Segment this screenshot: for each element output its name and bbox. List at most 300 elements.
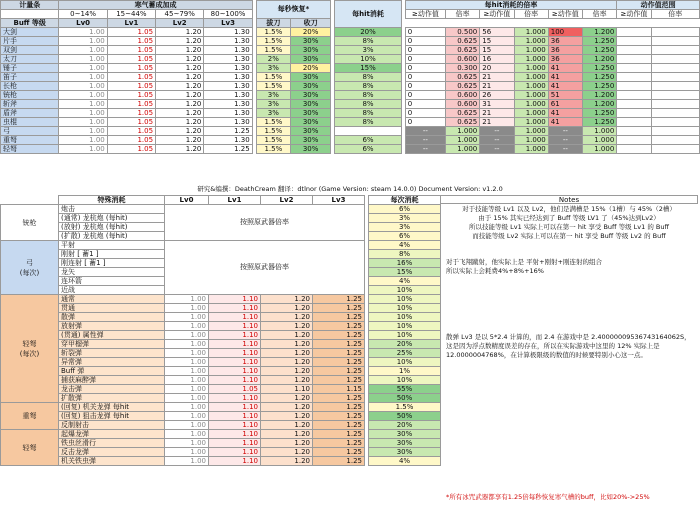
cold-mult: 1.30 — [204, 118, 252, 127]
lv-mult: 1.10 — [261, 385, 313, 394]
weapon-row — [1, 46, 700, 55]
special-name: (扩散) 龙杭炮 (每hit) — [59, 232, 165, 241]
mult-sub: 倍率 — [582, 10, 616, 19]
lv-mult: 1.25 — [313, 376, 365, 385]
special-cost: 10% — [369, 358, 441, 367]
perhit-cost: 8% — [335, 37, 401, 46]
mult-value: 0.625 — [446, 109, 480, 118]
mult-extra — [651, 28, 699, 37]
mult-value: 0 — [405, 55, 445, 64]
mult-extra — [651, 46, 699, 55]
mult-value: 0.625 — [446, 118, 480, 127]
special-name: 刚连射 [ 蓄1 ] — [59, 259, 165, 268]
cold-mult: 1.00 — [59, 37, 107, 46]
lv-mult: 1.00 — [165, 322, 209, 331]
lv-mult: 1.00 — [165, 394, 209, 403]
special-name: 穿甲榴弹 — [59, 340, 165, 349]
lv-mult: 1.10 — [209, 349, 261, 358]
special-cost: 1% — [369, 367, 441, 376]
perhit-cost: 15% — [335, 64, 401, 73]
cold-mult: 1.20 — [156, 28, 204, 37]
lv-mult: 1.20 — [261, 304, 313, 313]
mult-value: 1.000 — [514, 127, 548, 136]
perhit-header-2: 每次消耗 — [369, 196, 441, 205]
draw-recovery: 1.5% — [256, 145, 290, 154]
lv-mult: 1.00 — [165, 448, 209, 457]
weapon-name: 长枪 — [1, 82, 59, 91]
special-name: 通常 — [59, 295, 165, 304]
group-label — [1, 241, 59, 295]
special-name: 扩散弹 — [59, 394, 165, 403]
special-cost: 10% — [369, 313, 441, 322]
mult-value: 0.625 — [446, 46, 480, 55]
lv-mult: 1.20 — [261, 367, 313, 376]
mult-value: 15 — [480, 37, 514, 46]
mult-extra — [617, 28, 651, 37]
mult-value: 1.250 — [582, 64, 616, 73]
cold-mult: 1.05 — [107, 145, 155, 154]
mult-extra — [617, 55, 651, 64]
special-cost: 6% — [369, 232, 441, 241]
special-row — [1, 376, 441, 385]
cold-mult: 1.30 — [204, 55, 252, 64]
lv-mult: 1.20 — [261, 403, 313, 412]
lv-mult: 1.10 — [209, 448, 261, 457]
group-label — [1, 205, 59, 241]
cold-mult: 1.05 — [107, 127, 155, 136]
mult-value: 1.000 — [514, 109, 548, 118]
mult-value: 1.250 — [582, 109, 616, 118]
cold-range: 0~14% — [59, 10, 107, 19]
group-name: 轻弩 — [22, 339, 37, 348]
weapon-name: 铳枪 — [1, 91, 59, 100]
weapon-row — [1, 55, 700, 64]
group-label — [1, 295, 59, 403]
special-cost: 1.5% — [369, 403, 441, 412]
lv-mult: 1.00 — [165, 376, 209, 385]
cold-mult: 1.25 — [204, 127, 252, 136]
notes-hbg — [440, 333, 698, 360]
special-row — [1, 385, 441, 394]
special-name: 贯通 — [59, 304, 165, 313]
mult-sub: ≥动作值 — [480, 10, 514, 19]
special-cost: 20% — [369, 421, 441, 430]
cold-mult: 1.30 — [204, 64, 252, 73]
lv-mult: 1.10 — [209, 403, 261, 412]
perhit-cost: 8% — [335, 73, 401, 82]
lv-mult: 1.25 — [313, 367, 365, 376]
mult-value: -- — [480, 127, 514, 136]
group-name: 弓 — [26, 258, 33, 267]
sheathe-recovery: 30% — [290, 127, 330, 136]
cold-mult: 1.30 — [204, 109, 252, 118]
group-sub: (每次) — [19, 349, 40, 358]
lv-mult: 1.20 — [261, 322, 313, 331]
weapon-row — [1, 82, 700, 91]
mult-value: 1.000 — [446, 127, 480, 136]
special-name: 炮击 — [59, 205, 165, 214]
lv-mult: 1.20 — [261, 394, 313, 403]
draw-recovery: 1.5% — [256, 73, 290, 82]
mult-value: 100 — [548, 28, 582, 37]
mult-value: 1.000 — [582, 136, 616, 145]
mult-value: 1.000 — [514, 73, 548, 82]
lv-mult: 1.20 — [261, 295, 313, 304]
lv-mult: 1.25 — [313, 304, 365, 313]
special-name: (回复) 机关龙弹 每hit — [59, 403, 165, 412]
lv-label: Lv2 — [156, 19, 204, 28]
sheathe-recovery: 30% — [290, 73, 330, 82]
sheathe-recovery: 30% — [290, 55, 330, 64]
cold-mult: 1.00 — [59, 91, 107, 100]
mult-value: 1.000 — [514, 91, 548, 100]
mult-value: 1.000 — [514, 46, 548, 55]
mult-value: 0 — [405, 37, 445, 46]
special-cost: 4% — [369, 457, 441, 466]
group-label — [1, 403, 59, 430]
perhit-cost: 3% — [335, 46, 401, 55]
lv-mult: 1.20 — [261, 349, 313, 358]
cold-mult: 1.30 — [204, 100, 252, 109]
lv-mult: 1.25 — [313, 412, 365, 421]
perhit-cost: 8% — [335, 100, 401, 109]
mult-value: 0.300 — [446, 64, 480, 73]
cold-mult: 1.00 — [59, 118, 107, 127]
special-cost: 4% — [369, 241, 441, 250]
cold-mult: 1.20 — [156, 136, 204, 145]
special-row — [1, 340, 441, 349]
special-cost: 10% — [369, 376, 441, 385]
special-name: 机关铁虫弹 — [59, 457, 165, 466]
lv-mult: 1.10 — [209, 421, 261, 430]
mult-value: 0 — [405, 109, 445, 118]
note-line: 对于飞翔蹴射，他实际上是 平射+刚射+刚连射的组合 — [446, 258, 602, 266]
mult-value: 0.600 — [446, 100, 480, 109]
cold-mult: 1.05 — [107, 136, 155, 145]
perhit-cost: 20% — [335, 28, 401, 37]
note-line: 散弹 Lv3 是以 5*2.4 计算的，而 2.4 在游戏中是 2.40000009536743164062S， — [446, 333, 691, 341]
cold-mult: 1.20 — [156, 109, 204, 118]
cold-mult: 1.20 — [156, 55, 204, 64]
cold-mult: 1.00 — [59, 82, 107, 91]
cold-mult: 1.30 — [204, 136, 252, 145]
mult-value: 0 — [405, 91, 445, 100]
special-cost: 6% — [369, 205, 441, 214]
special-name: 连环箭 — [59, 277, 165, 286]
col-buff: Buff 等级 — [1, 19, 59, 28]
draw-recovery: 2% — [256, 55, 290, 64]
mult-value: -- — [480, 136, 514, 145]
special-cost: 16% — [369, 259, 441, 268]
special-name: 斩裂弹 — [59, 349, 165, 358]
lv-mult: 1.20 — [261, 457, 313, 466]
lv-mult: 1.00 — [165, 331, 209, 340]
mult-value: 41 — [548, 82, 582, 91]
cold-mult: 1.05 — [107, 55, 155, 64]
lv-mult: 1.25 — [313, 421, 365, 430]
weapon-row — [1, 118, 700, 127]
special-row — [1, 349, 441, 358]
draw-recovery: 1.5% — [256, 118, 290, 127]
lv-mult: 1.05 — [209, 385, 261, 394]
mult-extra — [651, 145, 699, 154]
draw-recovery: 1.5% — [256, 136, 290, 145]
special-row — [1, 448, 441, 457]
lv-mult: 1.10 — [209, 367, 261, 376]
cold-mult: 1.20 — [156, 127, 204, 136]
weapon-name: 片手 — [1, 37, 59, 46]
mult-value: 1.000 — [446, 145, 480, 154]
lv-mult: 1.25 — [313, 313, 365, 322]
cold-mult: 1.30 — [204, 73, 252, 82]
mult-value: -- — [548, 136, 582, 145]
weapon-row — [1, 37, 700, 46]
special-cost: 10% — [369, 286, 441, 295]
mult-extra — [651, 100, 699, 109]
mult-value: -- — [548, 127, 582, 136]
lv-header: Lv2 — [261, 196, 313, 205]
credits: 研究&编撰：DeathCream 翻译：dtlnor (Game Version: steam 14.0.0) Document Version: v1.2.0 — [197, 185, 503, 193]
mult-value: 0 — [405, 118, 445, 127]
mult-value: 36 — [548, 46, 582, 55]
special-name: 龙矢 — [59, 268, 165, 277]
special-name: 捕获麻醉弹 — [59, 376, 165, 385]
special-name: 散弹 — [59, 313, 165, 322]
draw-recovery: 1.5% — [256, 82, 290, 91]
special-name: (放射) 龙杭炮 (每hit) — [59, 223, 165, 232]
lv-mult: 1.10 — [209, 430, 261, 439]
sheathe-recovery: 20% — [290, 28, 330, 37]
special-name: 放射弹 — [59, 322, 165, 331]
mult-value: 31 — [480, 100, 514, 109]
cold-mult: 1.05 — [107, 91, 155, 100]
mult-sub: 倍率 — [446, 10, 480, 19]
draw-recovery: 3% — [256, 100, 290, 109]
lv-mult: 1.10 — [209, 439, 261, 448]
weapon-name: 斩斧 — [1, 100, 59, 109]
mult-extra — [651, 55, 699, 64]
lv-mult: 1.10 — [209, 295, 261, 304]
cold-range: 15~44% — [107, 10, 155, 19]
lv-mult: 1.25 — [313, 394, 365, 403]
draw-label: 拔刀 — [256, 19, 290, 28]
mult-value: 56 — [480, 28, 514, 37]
mult-value: 0 — [405, 64, 445, 73]
lv-mult: 1.00 — [165, 358, 209, 367]
mult-extra — [617, 109, 651, 118]
mult-value: 1.000 — [446, 136, 480, 145]
mult-value: 1.000 — [514, 82, 548, 91]
cold-mult: 1.00 — [59, 100, 107, 109]
weapon-name: 太刀 — [1, 55, 59, 64]
mult-value: 1.000 — [514, 118, 548, 127]
sheathe-recovery: 30% — [290, 145, 330, 154]
lv-mult: 1.00 — [165, 421, 209, 430]
special-row — [1, 421, 441, 430]
mult-value: 1.250 — [582, 82, 616, 91]
cold-mult: 1.05 — [107, 109, 155, 118]
mult-extra — [651, 64, 699, 73]
lv-mult: 1.10 — [209, 394, 261, 403]
mult-value: 0.600 — [446, 91, 480, 100]
special-cost: 50% — [369, 394, 441, 403]
draw-recovery: 1.5% — [256, 127, 290, 136]
mult-value: 0 — [405, 82, 445, 91]
draw-recovery: 1.5% — [256, 28, 290, 37]
special-name: (回复) 狙击龙弹 每hit — [59, 412, 165, 421]
mult-value: 1.200 — [582, 100, 616, 109]
cold-mult: 1.20 — [156, 37, 204, 46]
mult-extra — [617, 136, 651, 145]
mult-value: 1.250 — [582, 46, 616, 55]
special-name: (贯通) 属性弹 — [59, 331, 165, 340]
group-name: 轻弩 — [22, 443, 37, 452]
note-line: 对于技能等级 Lv1 以及 Lv2，他们是满槽是 15%（1槽）与 45%（2槽） — [462, 205, 676, 213]
special-cost: 30% — [369, 448, 441, 457]
special-row — [1, 331, 441, 340]
weapon-row — [1, 73, 700, 82]
lv-mult: 1.25 — [313, 331, 365, 340]
mult-value: 36 — [548, 55, 582, 64]
draw-recovery: 3% — [256, 64, 290, 73]
lv-mult: 1.00 — [165, 304, 209, 313]
special-name: 反击龙弹 — [59, 448, 165, 457]
lv-mult: 1.00 — [165, 385, 209, 394]
mult-sub: ≥动作值 — [405, 10, 445, 19]
draw-recovery: 1.5% — [256, 46, 290, 55]
special-cost: 10% — [369, 295, 441, 304]
lv-mult: 1.10 — [209, 376, 261, 385]
special-name: 反制射击 — [59, 421, 165, 430]
lv-mult: 1.20 — [261, 358, 313, 367]
sheathe-recovery: 30% — [290, 136, 330, 145]
mult-value: 41 — [548, 73, 582, 82]
notes-gunlance — [440, 205, 698, 241]
mult-value: 21 — [480, 73, 514, 82]
weapon-row — [1, 127, 700, 136]
special-cost: 10% — [369, 322, 441, 331]
lv-mult: 1.25 — [313, 322, 365, 331]
cold-mult: 1.30 — [204, 91, 252, 100]
cold-mult: 1.20 — [156, 145, 204, 154]
cold-mult: 1.20 — [156, 64, 204, 73]
mult-value: 1.000 — [582, 145, 616, 154]
sheathe-recovery: 30% — [290, 118, 330, 127]
special-row — [1, 457, 441, 466]
lv-mult: 1.10 — [209, 358, 261, 367]
lv-mult: 1.00 — [165, 349, 209, 358]
lv-mult: 1.10 — [209, 322, 261, 331]
mult-value: -- — [548, 145, 582, 154]
mult-extra — [617, 91, 651, 100]
weapon-name: 盾斧 — [1, 109, 59, 118]
mult-extra — [651, 91, 699, 100]
lv-mult: 1.20 — [261, 313, 313, 322]
cold-mult: 1.00 — [59, 127, 107, 136]
action-header: 动作值范围 — [617, 1, 700, 10]
weapon-name: 重弩 — [1, 136, 59, 145]
lv-mult: 1.25 — [313, 430, 365, 439]
mult-value: 1.000 — [514, 145, 548, 154]
mult-value: 16 — [480, 55, 514, 64]
lv-mult: 1.20 — [261, 448, 313, 457]
mult-value: 0.500 — [446, 28, 480, 37]
sheathe-recovery: 30% — [290, 100, 330, 109]
mult-value: 0.625 — [446, 82, 480, 91]
group-sub: (每次) — [19, 268, 40, 277]
cold-mult: 1.25 — [204, 145, 252, 154]
lv-label: Lv1 — [107, 19, 155, 28]
special-row — [1, 403, 441, 412]
cold-mult: 1.00 — [59, 28, 107, 37]
weapon-row — [1, 100, 700, 109]
special-row — [1, 358, 441, 367]
weapon-row — [1, 28, 700, 37]
perhit-cost: 8% — [335, 118, 401, 127]
perhit-header: 每hit消耗 — [335, 1, 401, 28]
special-row — [1, 313, 441, 322]
special-cost: 30% — [369, 439, 441, 448]
mult-value: 41 — [548, 109, 582, 118]
mult-extra — [617, 100, 651, 109]
lv-mult: 1.20 — [261, 439, 313, 448]
special-cost: 10% — [369, 331, 441, 340]
mult-value: 1.200 — [582, 28, 616, 37]
cold-mult: 1.05 — [107, 73, 155, 82]
lv-mult: 1.00 — [165, 457, 209, 466]
group-name: 重弩 — [22, 412, 37, 420]
cold-mult: 1.05 — [107, 46, 155, 55]
lv-mult: 1.20 — [261, 331, 313, 340]
special-row — [1, 241, 441, 250]
lv-mult: 1.20 — [261, 340, 313, 349]
mult-value: 1.200 — [582, 55, 616, 64]
special-cost: 50% — [369, 412, 441, 421]
weapon-row — [1, 136, 700, 145]
mult-value: -- — [405, 127, 445, 136]
mult-value: 1.250 — [582, 37, 616, 46]
lv-mult: 1.10 — [209, 412, 261, 421]
special-cost: 8% — [369, 250, 441, 259]
cold-mult: 1.00 — [59, 73, 107, 82]
special-row — [1, 367, 441, 376]
mult-extra — [651, 82, 699, 91]
lv-mult: 1.20 — [261, 412, 313, 421]
mult-value: 1.000 — [582, 127, 616, 136]
mult-value: 36 — [548, 37, 582, 46]
perhit-cost: 6% — [335, 145, 401, 154]
lv-mult: 1.00 — [165, 313, 209, 322]
special-name: 铁虫丝滑行 — [59, 439, 165, 448]
draw-recovery: 1.5% — [256, 37, 290, 46]
mult-value: 1.000 — [514, 100, 548, 109]
sheathe-recovery: 30% — [290, 82, 330, 91]
lv-mult: 1.20 — [261, 421, 313, 430]
mult-value: 21 — [480, 82, 514, 91]
mult-value: 61 — [548, 100, 582, 109]
special-cost: 3% — [369, 223, 441, 232]
lv-mult: 1.00 — [165, 340, 209, 349]
mult-value: 1.000 — [514, 28, 548, 37]
mult-value: 0 — [405, 28, 445, 37]
cold-range: 80~100% — [204, 10, 252, 19]
mult-value: 20 — [480, 64, 514, 73]
special-row — [1, 394, 441, 403]
group-label — [1, 430, 59, 466]
mult-value: 15 — [480, 46, 514, 55]
mult-value: 0 — [405, 73, 445, 82]
mult-sub: 倍率 — [651, 10, 699, 19]
